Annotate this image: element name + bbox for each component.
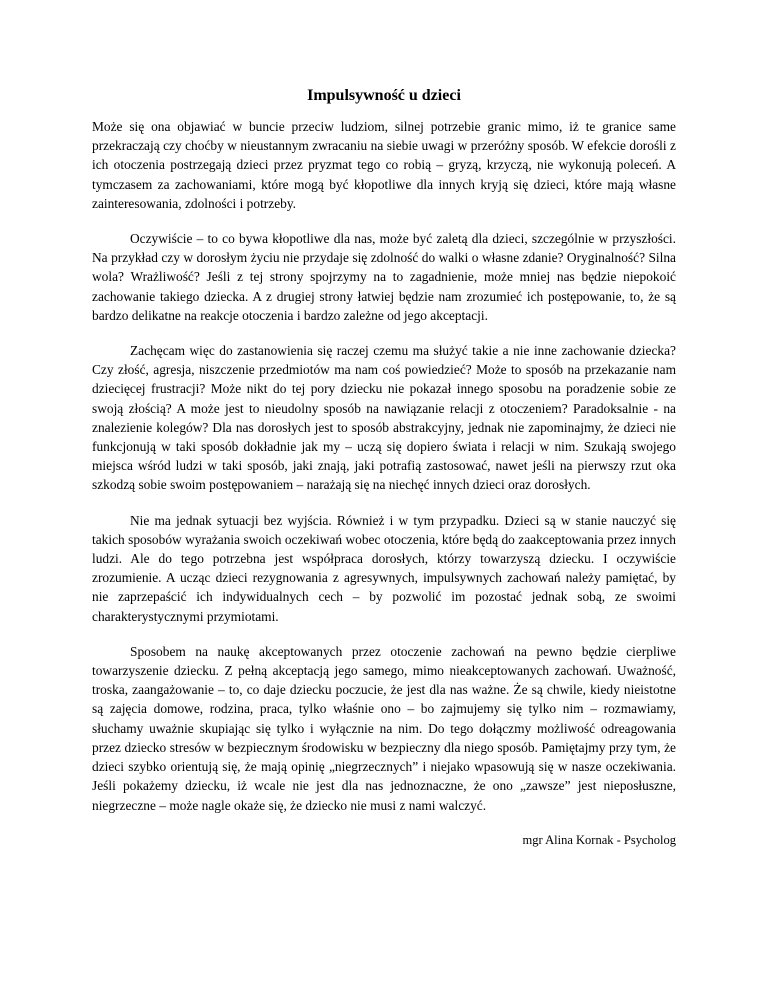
paragraph-4: Nie ma jednak sytuacji bez wyjścia. Również i w tym przypadku. Dzieci są w stanie nauczyć się takich sposobów wyrażania swoich oczekiwań wobec otoczenia, które będą do zaakceptowania przez innych ludzi. Ale do tego potrzebna jest współpraca dorosłych, którzy towarzyszą dziecku. I oczywiście zrozumienie. A ucząc dzieci rezygnowania z agresywnych, impulsywnych zachowań należy pamiętać, by nie zaprzepaścić ich indywidualnych cech – by pozwolić im pozostać jednak sobą, ze swoimi charakterystycznymi przymiotami.	[92, 512, 676, 624]
paragraph-5: Sposobem na naukę akceptowanych przez otoczenie zachowań na pewno będzie cierpliwe towarzyszenie dziecku. Z pełną akceptacją jego samego, mimo nieakceptowanych zachowań. Uważność, troska, zaangażowanie – to, co daje dziecku poczucie, że jest dla nas ważne. Że są chwile, kiedy nieistotne są zajęcia domowe, rodzina, praca, tylko właśnie ono – bo zajmujemy się tylko nim – rozmawiamy, słuchamy uważnie skupiając się tylko i wyłącznie na nim. Do tego dołączmy możliwość odreagowania przez dziecko stresów w bezpiecznym środowisku w bezpieczny dla niego sposób. Pamiętajmy przy tym, że dzieci szybko orientują się, że mają opinię „niegrzecznych” i niejako wpasowują się w nasze oczekiwania. Jeśli pokażemy dziecku, iż wcale nie jest dla nas jednoznaczne, że ono „zawsze” jest nieposłuszne, niegrzeczne – może nagle okaże się, że dziecko nie musi z nami walczyć.	[92, 643, 676, 813]
paragraph-1: Może się ona objawiać w buncie przeciw ludziom, silnej potrzebie granic mimo, iż te granice same przekraczają czy choćby w nieustannym zwracaniu na siebie uwagi w przeróżny sposób. W efekcie dorośli z ich otoczenia postrzegają dzieci przez pryzmat tego co robią – gryzą, krzyczą, nie wykonują poleceń. A tymczasem za zachowaniami, które mogą być kłopotliwe dla innych kryją się dzieci, które mają własne zainteresowania, zdolności i potrzeby.	[92, 119, 676, 211]
paragraph-3: Zachęcam więc do zastanowienia się raczej czemu ma służyć takie a nie inne zachowanie dziecka? Czy złość, agresja, niszczenie przedmiotów ma nam coś powiedzieć? Może to sposób na przekazanie nam dziecięcej frustracji? Może nikt do tej pory dziecku nie pokazał innego sposobu na poradzenie sobie ze swoją złością? A może jest to nieudolny sposób na nawiązanie relacji z otoczeniem? Paradoksalnie - na znalezienie kolegów? Dla nas dorosłych jest to sposób abstrakcyjny, jednak nie zapominajmy, że dzieci nie funkcjonują w taki sposób dokładnie jak my – uczą się dopiero świata i relacji w nim. Szukają swojego miejsca wśród ludzi w taki sposób, jaki znają, jaki potrafią zastosować, nawet jeśli na pierwszy rzut oka szkodzą sobie swoim postępowaniem – narażają się na niechęć innych dzieci oraz dorosłych.	[92, 343, 676, 493]
author-signature: mgr Alina Kornak - Psycholog	[522, 832, 676, 847]
document-page	[92, 86, 676, 849]
document-title: Impulsywność u dzieci	[307, 87, 461, 104]
paragraph-2: Oczywiście – to co bywa kłopotliwe dla nas, może być zaletą dla dzieci, szczególnie w przyszłości. Na przykład czy w dorosłym życiu nie przydaje się zdolność do walki o własne zdanie? Oryginalność? Silna wola? Wrażliwość? Jeśli z tej strony spojrzymy na to zagadnienie, może mniej nas będzie niepokoić zachowanie takiego dziecka. A z drugiej strony łatwiej będzie nam zrozumieć ich postępowanie, to, że są bardzo delikatne na reakcje otoczenia i bardzo zależne od jego akceptacji.	[92, 231, 676, 323]
